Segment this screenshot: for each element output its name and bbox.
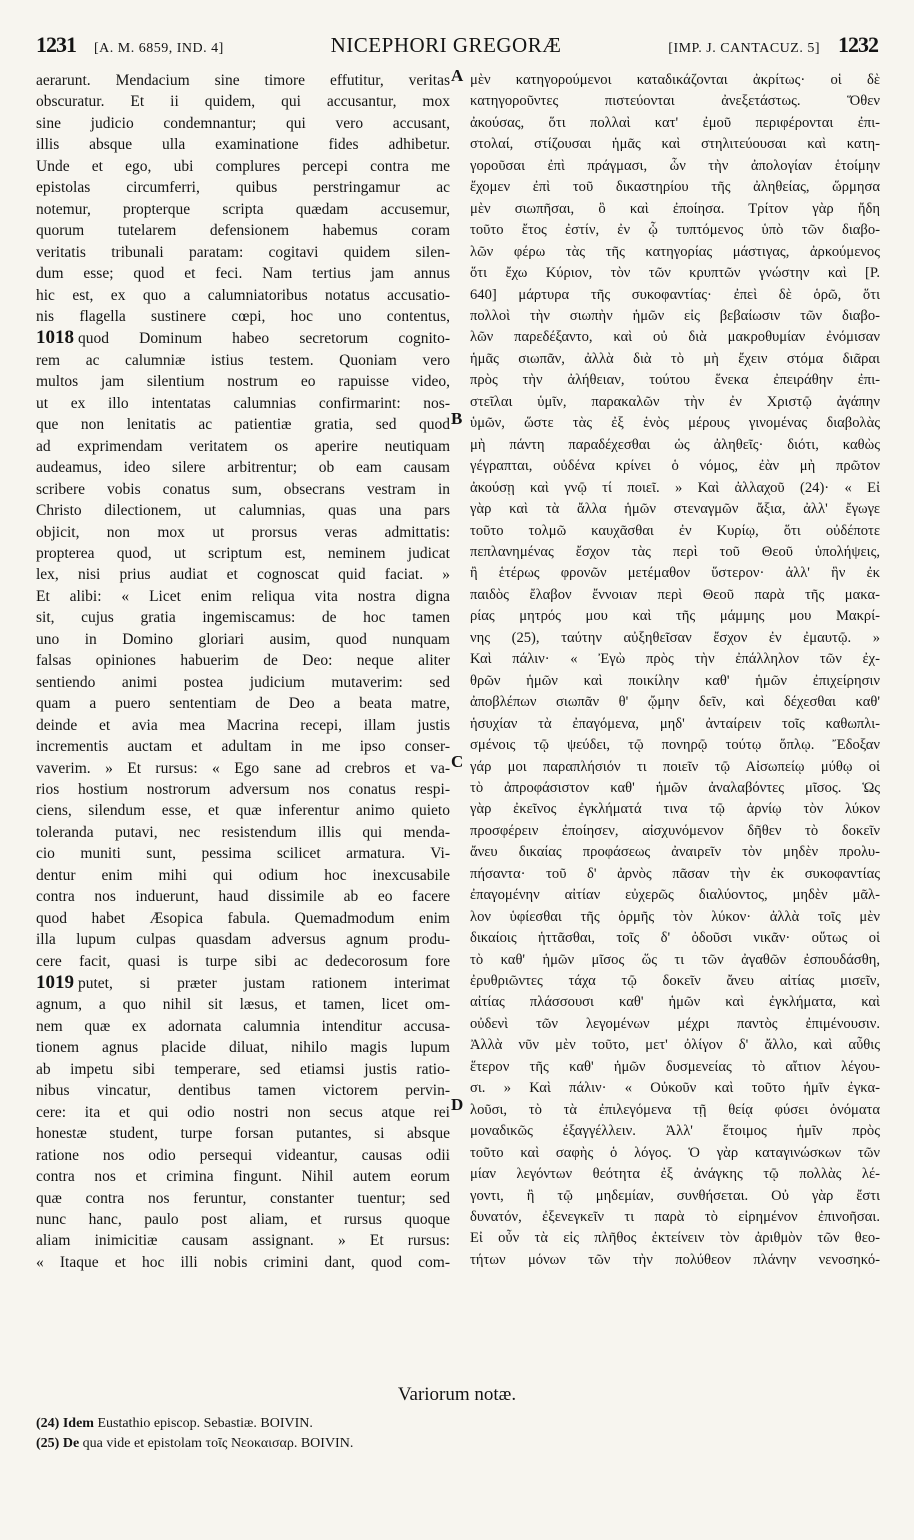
latin-line-text: propterea quod, ut scriptum est, neminem judicat	[36, 544, 450, 562]
greek-line-text: λῶν φέρω τὰς τῆς κατηγορίας μάστιγας, ἀρκούμενος	[470, 243, 880, 260]
greek-line-text: πρὸς τὴν ἀλήθειαν, τούτου ἕνεκα ἐπειράθην ἐπι-	[470, 372, 880, 389]
greek-line-text: Εἰ οὖν τὰ εἰς πλῆθος ἐκτείνειν τὸν ἀριθμὸν τῶν θεο-	[470, 1230, 880, 1247]
greek-line	[470, 1100, 880, 1121]
latin-line-text: « Itaque et hoc illi nobis crimini dant, quod com-	[36, 1253, 450, 1271]
greek-line-text: δυνατόν, ἐξενεγκεῖν τι παρὰ τὸ εἰρημένον ἐπινοῆσαι.	[470, 1209, 880, 1226]
latin-line-text: hic est, ex quo a calumniatoribus notatus accusatio-	[36, 286, 450, 304]
latin-line	[36, 1016, 450, 1037]
latin-line	[36, 156, 450, 177]
greek-line-text: μὴ πάντη παραδέχεσθαι ὡς ἀληθεῖς· διότι, καθὼς	[470, 436, 880, 453]
latin-line	[36, 220, 450, 241]
latin-line-text: uno in Domino gloriari ausim, quod nunquam	[36, 630, 450, 648]
latin-line	[36, 436, 450, 457]
greek-line-text: λῶν παρεδέξαντο, καὶ οὐ διὰ μακροθυμίαν ἐνόμισαν	[470, 329, 880, 346]
latin-line	[36, 736, 450, 757]
greek-line	[470, 263, 880, 284]
latin-line	[36, 70, 450, 91]
latin-line	[36, 371, 450, 392]
greek-line-text: πεπλανημένας ἔσχον τὰς περὶ τοῦ Θεοῦ ὑπολήψεις,	[470, 543, 880, 560]
greek-line-text: Ἀλλὰ νῦν μὲν τοῦτο, μετ' ὀλίγον δ' ἄλλο, καὶ αὖθις	[470, 1037, 880, 1054]
greek-line	[470, 971, 880, 992]
latin-line	[36, 1102, 450, 1123]
greek-line	[470, 91, 880, 112]
greek-line	[470, 928, 880, 949]
latin-line-text: contra nos et crimina fingunt. Nihil autem eorum	[36, 1168, 450, 1186]
latin-line	[36, 1080, 450, 1101]
greek-line-text: γοροῦσαι ἐπὶ πράγμασι, ὧν τὴν ἀπολογίαν ἑτοίμην	[470, 157, 880, 174]
latin-line-text: Et alibi: « Licet enim reliqua vita nostra digna	[36, 587, 450, 605]
greek-line-text: μίαν λεγόντων θεότητα ἐξ ἀνάγκης τῷ πολλὰς λέ-	[470, 1166, 880, 1183]
column-number-marker: 1018	[36, 327, 74, 349]
latin-line-text: quam a puero sententiam de Deo a beata matre,	[36, 695, 450, 713]
greek-line-text: γὰρ καὶ τὰ ἄλλα ἡμῶν στεναγμῶν ἄξια, ἀλλ' ἔγωγε	[470, 501, 880, 518]
latin-line	[36, 650, 450, 671]
greek-line-text: ὑμῶν, ὥστε τὰς ἐξ ἑνὸς μέρους γινομένας διαβολὰς	[470, 415, 880, 432]
greek-line	[470, 1207, 880, 1228]
latin-line	[36, 306, 450, 327]
greek-line	[470, 821, 880, 842]
greek-line	[470, 799, 880, 820]
latin-line	[36, 929, 450, 950]
greek-line-text: τὸ ἀπροφάσιστον καθ' ἡμῶν ἀναλαβόντες μῖσος. Ὡς	[470, 779, 880, 796]
greek-line-text: τοῦτο τολμῶ καυχᾶσθαι ἐν Κυρίῳ, ὅτι οὐδέποτε	[470, 522, 880, 539]
footnote-lead: De	[62, 1436, 80, 1451]
latin-line	[36, 479, 450, 500]
greek-line-text: μὲν κατηγορούμενοι καταδικάζονται ἀκρίτως· οἱ δὲ	[470, 72, 880, 88]
latin-line	[36, 951, 450, 972]
latin-line	[36, 886, 450, 907]
greek-line	[470, 306, 880, 327]
latin-line-text: illis absque ulla examinatione fides adhibetur.	[36, 136, 450, 154]
greek-line	[470, 285, 880, 306]
latin-line	[36, 327, 450, 349]
footnote-lead: Idem	[62, 1416, 94, 1431]
latin-line	[36, 908, 450, 929]
greek-line-text: στολαί, στίζουσαι ἡμᾶς καὶ στηλιτεύουσαι καὶ κατη-	[470, 136, 880, 153]
greek-line	[470, 585, 880, 606]
greek-line	[470, 456, 880, 477]
latin-line-text: quod Dominum habeo secretorum cognito-	[78, 330, 450, 348]
latin-line	[36, 177, 450, 198]
greek-line	[470, 885, 880, 906]
greek-line	[470, 1057, 880, 1078]
latin-line	[36, 822, 450, 843]
greek-line-text: τήτων μόνων τῶν τὴν πολύθεον πλάνην νενοσηκό-	[470, 1251, 880, 1268]
latin-line	[36, 564, 450, 585]
greek-line-text: παιδὸς ἔλαβον ἔννοιαν περὶ Θεοῦ παρὰ τῆς μακα-	[470, 586, 880, 603]
greek-line	[470, 327, 880, 348]
latin-line-text: ab impetu sibi temperare, sed etiamsi justis ratio-	[36, 1060, 450, 1078]
latin-line-text: toleranda putavi, nec resistendum illis qui menda-	[36, 823, 450, 841]
latin-line	[36, 1037, 450, 1058]
latin-line	[36, 543, 450, 564]
latin-line	[36, 134, 450, 155]
greek-line	[470, 563, 880, 584]
greek-line	[470, 671, 880, 692]
latin-line-text: cio muniti sunt, pessima scilicet armatura. Vi-	[36, 845, 450, 863]
footnote-item	[36, 1414, 886, 1434]
greek-line-text: δικαίοις ἡττᾶσθαι, τοῖς δ' ὀδοῦσι νικᾶν· οὕτως οἱ	[470, 930, 880, 947]
latin-line	[36, 972, 450, 994]
greek-line-text: λοῦσι, τὸ τὰ ἐπιλεγόμενα τῇ θείᾳ φύσει ὀνόματα	[470, 1101, 880, 1118]
latin-line-text: agnum, a quo nihil sit læsus, et tamen, licet om-	[36, 996, 450, 1014]
greek-line	[470, 1121, 880, 1142]
greek-line-text: ἄνευ δικαίας προφάσεως ἀναιρεῖν τὸν μηδὲν προλυ-	[470, 844, 880, 861]
latin-line	[36, 1145, 450, 1166]
latin-line-text: falsas opiniones habuerim de Deo: neque aliter	[36, 652, 450, 670]
greek-line	[470, 1228, 880, 1249]
footnote-item	[36, 1434, 886, 1454]
greek-line-text: οὐδενὶ τῶν λεγομένων μέχρι παντὸς ἐπιμένουσιν.	[470, 1015, 880, 1032]
page-title: NICEPHORI GREGORÆ	[330, 33, 562, 57]
latin-line	[36, 865, 450, 886]
latin-line-text: putet, si præter justam rationem interimat	[78, 975, 450, 993]
latin-line-text: honestæ student, turpe forsan putantes, si absque	[36, 1125, 450, 1143]
greek-line	[470, 242, 880, 263]
latin-line-text: ciens, silendum esse, et quæ inferentur animo quieto	[36, 802, 450, 820]
greek-line	[470, 542, 880, 563]
greek-line-text: ὅτι ἔχω Κύριον, τὸν τῶν κρυπτῶν γνώστην καὶ [P.	[470, 265, 880, 282]
greek-line	[470, 435, 880, 456]
latin-line	[36, 715, 450, 736]
greek-line-text: λον ὑφίεσθαι τῆς ὁρμῆς τὸν λύκον· ἀλλὰ τοῖς μὲν	[470, 908, 880, 925]
latin-line-text: objicit, non mox ut prorsus veras admittatis:	[36, 523, 450, 541]
greek-line-text: τὸ καθ' ἡμῶν μῖσος ὥς τι τῶν ἀγαθῶν ἐσπουδάσθη,	[470, 951, 880, 968]
latin-line	[36, 113, 450, 134]
greek-line-text: γάρ μοι παραπλήσιόν τι ποιεῖν τῷ Αἰσωπείῳ μύθῳ οἱ	[470, 758, 880, 775]
latin-line-text: dentur enim mihi qui odium hoc inexcusabile	[36, 866, 450, 884]
greek-line	[470, 1014, 880, 1035]
greek-line-text: τοῦτο καὶ σαφὴς ὁ λόγος. Ὁ γὰρ καταγινώσκων τῶν	[470, 1144, 880, 1161]
section-marker-a: A	[451, 66, 464, 85]
latin-line	[36, 1209, 450, 1230]
running-header	[36, 32, 878, 62]
latin-line	[36, 199, 450, 220]
latin-line	[36, 843, 450, 864]
latin-line-text: incrementis auctam et adultam in me ipso conser-	[36, 738, 450, 756]
greek-line-text: νης (25), ταύτην αὐξηθεῖσαν ἔσχον ἐν ἐμαυτῷ. »	[470, 629, 880, 646]
greek-line	[470, 1078, 880, 1099]
latin-line-text: aliam inimicitiæ causam assignant. » Et rursus:	[36, 1232, 450, 1250]
greek-line	[470, 606, 880, 627]
greek-line	[470, 70, 880, 91]
latin-line-text: ratione nos odio persequi videantur, causas odii	[36, 1146, 450, 1164]
section-marker-d: D	[451, 1095, 464, 1114]
greek-line	[470, 692, 880, 713]
section-marker-c: C	[451, 752, 464, 771]
latin-line-text: rios hostium nostrorum adversum nos conatus respi-	[36, 780, 450, 798]
latin-line-text: audeamus, ideo silere arbitrentur; ob eam causam	[36, 459, 450, 477]
greek-line-text: προσφέρειν ἐποίησεν, αἰσχυνόμενον δῆθεν τὸ δοκεῖν	[470, 822, 880, 839]
latin-line-text: epistolas circumferri, quibus perstringamur ac	[36, 179, 450, 197]
header-right	[668, 32, 878, 58]
greek-column	[470, 70, 880, 1360]
notes-heading: Variorum notæ.	[397, 1384, 517, 1405]
header-left	[36, 32, 224, 58]
greek-line	[470, 1186, 880, 1207]
greek-line-text: ἡσυχίαν τὰ ἐπαγόμενα, μηδ' ἀνταίρειν τοῖς καθωπλι-	[470, 715, 880, 732]
latin-line-text: nem quæ ex adornata calumnia intenditur accusa-	[36, 1017, 450, 1035]
latin-line-text: scribere vobis conatus sum, obsecrans vestram in	[36, 480, 450, 498]
greek-line-text: κατηγοροῦντες πιστεύονται ἀνεξετάστως. Ὅθεν	[470, 93, 880, 110]
latin-line-text: aerarunt. Mendacium sine timore effutitur, veritas	[36, 72, 450, 89]
greek-line-text: ἡμᾶς σιωπᾶν, ἀλλὰ διὰ τὸ μὴ ἔχειν στόμα διᾶραι	[470, 350, 880, 367]
footnote-text: qua vide et epistolam τοῖς Νεοκαισαρ. BOIVIN.	[79, 1436, 354, 1451]
latin-line	[36, 522, 450, 543]
latin-line	[36, 350, 450, 371]
greek-line-text: Καὶ πάλιν· « Ἐγὼ πρὸς τὴν ἐπάλληλον τῶν ἐχ-	[470, 651, 880, 668]
latin-line-text: tionem agnus placide diluat, nihilo magis lupum	[36, 1039, 450, 1057]
latin-line	[36, 693, 450, 714]
latin-line-text: lex, nisi prius audiat et cognoscat quid faciat. »	[36, 566, 450, 584]
greek-line	[470, 1035, 880, 1056]
greek-line-text: ρίας μητρός μου καὶ τῆς μάμμης μου Μακρί-	[470, 608, 880, 625]
greek-line	[470, 1164, 880, 1185]
greek-line	[470, 1250, 880, 1271]
greek-line	[470, 413, 880, 434]
greek-line-text: 640] μάρτυρα τῆς συκοφαντίας· ἐπεὶ δὲ ὁρῶ, ὅτι	[470, 286, 880, 303]
footnote-number: (25)	[36, 1436, 63, 1451]
latin-line-text: ut ex illo intentatas calumnias confirmarint: nos-	[36, 394, 450, 412]
latin-line-text: cere facit, quasi is turpe sibi ac dedecorosum fore	[36, 952, 450, 970]
greek-line-text: πολλοὶ τὴν σιωπὴν ἡμῶν εἰς βεβαίωσιν τῶν διαβο-	[470, 307, 880, 324]
latin-line	[36, 800, 450, 821]
latin-line-text: illa lupum culpas quasdam adversus agnum produ-	[36, 931, 450, 949]
footnote-number: (24)	[36, 1416, 63, 1431]
latin-line	[36, 1188, 450, 1209]
latin-line	[36, 500, 450, 521]
latin-line-text: quæ contra nos feruntur, constanter tuentur; sed	[36, 1189, 450, 1207]
greek-line-text: θρῶν ἡμῶν καὶ ποικίλην καθ' ἡμῶν ἐπιχείρησιν	[470, 672, 880, 689]
latin-line-text: Christo dilectionem, ut calumnias, quas una pars	[36, 502, 450, 520]
latin-line-text: sentiendo animi postea judicium mutaverim: sed	[36, 673, 450, 691]
latin-line	[36, 629, 450, 650]
latin-line-text: vaverim. » Et rursus: « Ego sane ad crebros et va-	[36, 759, 450, 777]
greek-line	[470, 134, 880, 155]
greek-line	[470, 864, 880, 885]
greek-line	[470, 1143, 880, 1164]
latin-line	[36, 263, 450, 284]
latin-line	[36, 414, 450, 435]
greek-line	[470, 177, 880, 198]
greek-line-text: ἀκούσας, ὅτι πολλαὶ κατ' ἐμοῦ περιφέρονται ἐπι-	[470, 114, 880, 131]
latin-line-text: nunc hanc, paulo post aliam, et rursus quoque	[36, 1211, 450, 1229]
greek-line-text: ἕτερον τῆς καθ' ἡμῶν δυσμενείας τὸ αἴτιον λέγου-	[470, 1058, 880, 1075]
greek-line-text: ἀκούσῃ καὶ γνῷ τί ποιεῖ. » Καὶ ἀλλαχοῦ (24)· « Εἰ	[470, 479, 880, 496]
greek-line	[470, 757, 880, 778]
greek-line-text: γοντι, ἢ τῷ μηδεμίαν, συνθήσεται. Οὐ γὰρ ἔστι	[470, 1187, 880, 1204]
greek-line-text: ἐρυθριῶντες τάχα τῷ δοκεῖν ἄνευ αἰτίας μισεῖν,	[470, 973, 880, 990]
greek-line-text: μὲν σιωπῆσαι, ὃ καὶ ἐποίησα. Τρίτον γὰρ ἤδη	[470, 200, 880, 217]
footnote-text: Eustathio episcop. Sebastiæ. BOIVIN.	[93, 1416, 313, 1431]
latin-line	[36, 672, 450, 693]
left-column-number: 1231	[36, 32, 76, 57]
greek-line	[470, 842, 880, 863]
greek-line	[470, 392, 880, 413]
column-number-marker: 1019	[36, 972, 74, 994]
latin-line	[36, 1252, 450, 1273]
latin-line-text: contra nos induerunt, haud dissimile ab eo facere	[36, 888, 450, 906]
greek-line	[470, 370, 880, 391]
greek-line	[470, 992, 880, 1013]
latin-line-text: obscuratur. Et ii quidem, qui accusantur, mox	[36, 93, 450, 111]
greek-line	[470, 113, 880, 134]
latin-line-text: sit, cujus gratia ingemiscamus: de hoc tamen	[36, 609, 450, 627]
greek-line	[470, 907, 880, 928]
latin-line	[36, 1059, 450, 1080]
greek-line-text: γὰρ ἐκεῖνος ἐγκλήματά τινα τῷ ἀρνίῳ τὸν λύκον	[470, 801, 880, 818]
greek-line-text: σι. » Καὶ πάλιν· « Οὐκοῦν καὶ τοῦτο ἡμῖν ἐγκα-	[470, 1080, 880, 1097]
header-emperor-info: [IMP. J. CANTACUZ. 5]	[668, 41, 820, 56]
latin-line	[36, 242, 450, 263]
latin-line	[36, 1166, 450, 1187]
latin-line-text: quorum tutelarem defensionem habemus coram	[36, 222, 450, 240]
greek-line	[470, 349, 880, 370]
latin-line	[36, 607, 450, 628]
greek-line	[470, 521, 880, 542]
latin-line	[36, 758, 450, 779]
footnotes	[36, 1414, 886, 1454]
latin-line-text: quod habet Æsopica fabula. Quemadmodum enim	[36, 909, 450, 927]
greek-line-text: ἀποβλέπων σιωπᾶν θ' ᾤμην δεῖν, καὶ δέχεσθαι καθ'	[470, 694, 880, 711]
greek-line-text: σμένοις τῷ ψεύδει, τῷ πονηρῷ τούτῳ ὅπλῳ. Ἔδοξαν	[470, 737, 880, 754]
latin-line-text: nis flagella sustinere cœpi, hoc uno contentus,	[36, 307, 450, 325]
greek-line	[470, 199, 880, 220]
greek-line	[470, 628, 880, 649]
latin-line-text: ad exprimendam veritatem os aperire neutiquam	[36, 437, 450, 455]
latin-line	[36, 285, 450, 306]
latin-line-text: deinde et avia mea Macrina recepi, illam justis	[36, 716, 450, 734]
latin-line-text: dum esse; quod et feci. Nam tertius jam annus	[36, 265, 450, 283]
latin-line	[36, 586, 450, 607]
latin-line-text: nibus vincatur, dentibus tamen victorem pervin-	[36, 1082, 450, 1100]
latin-line-text: notemur, propterque scripta quædam accusemur,	[36, 200, 450, 218]
greek-line	[470, 950, 880, 971]
greek-line-text: ἐπαγομένην αἰτίαν εὐχερῶς διαλύοντος, μηδὲν μᾶλ-	[470, 887, 880, 904]
greek-line-text: μοναδικῶς ἐξαγγέλλειν. Ἀλλ' ἕτοιμος ἡμῖν πρὸς	[470, 1123, 880, 1140]
latin-line-text: multos jam silentium nostrum eo rapuisse video,	[36, 373, 450, 391]
latin-line	[36, 457, 450, 478]
latin-line	[36, 91, 450, 112]
greek-line	[470, 778, 880, 799]
latin-line	[36, 994, 450, 1015]
latin-line-text: que non lenitatis ac patientiæ gratia, sed quod	[36, 416, 450, 434]
greek-line	[470, 735, 880, 756]
greek-line	[470, 156, 880, 177]
greek-line-text: ἔχομεν ἐπὶ τοῦ δικαστηρίου τῆς ἀληθείας, ὥρμησα	[470, 179, 880, 196]
latin-line-text: rem ac calumniæ istius testem. Quoniam vero	[36, 351, 450, 369]
latin-line-text: cere: ita et qui odio nostri non secus atque rei	[36, 1103, 450, 1121]
greek-line	[470, 649, 880, 670]
greek-line-text: γέγραπται, οὐδένα κρίνει ὁ νόμος, ἐὰν μὴ πρῶτον	[470, 458, 880, 475]
latin-line	[36, 1230, 450, 1251]
header-date-info: [A. M. 6859, IND. 4]	[94, 41, 224, 56]
greek-line-text: ἢ ἑτέρως φρονῶν μετέμαθον ὕστερον· ἀλλ' ἣν ἐκ	[470, 565, 880, 582]
latin-line	[36, 393, 450, 414]
greek-line	[470, 499, 880, 520]
latin-line-text: Unde et ego, ubi complures percepi contra me	[36, 157, 450, 175]
latin-line-text: sine judicio condemnantur; qui vero accusant,	[36, 114, 450, 132]
greek-line-text: τοῦτο ἔτος ἐστίν, ἐν ᾧ τυπτόμενος ὑπὸ τῶν διαβο-	[470, 222, 880, 239]
latin-column	[36, 70, 450, 1360]
greek-line-text: στεῖλαι ὑμῖν, παρακαλῶν τὴν ἐν Χριστῷ ἀγάπην	[470, 393, 880, 410]
right-column-number: 1232	[838, 32, 878, 57]
latin-line	[36, 1123, 450, 1144]
latin-line-text: veritatis tribunali paratam: cogitavi quidem silen-	[36, 243, 450, 261]
section-marker-b: B	[451, 409, 463, 428]
greek-line-text: αἰτίας πλάσσουσι καθ' ἡμῶν καὶ ἐγκλήματα, καὶ	[470, 994, 880, 1011]
latin-line	[36, 779, 450, 800]
greek-line	[470, 714, 880, 735]
greek-line	[470, 220, 880, 241]
greek-line-text: πήσαντα· τοῦ δ' ἀρνὸς πᾶσαν τὴν ἐκ συκοφαντίας	[470, 865, 880, 882]
greek-line	[470, 478, 880, 499]
